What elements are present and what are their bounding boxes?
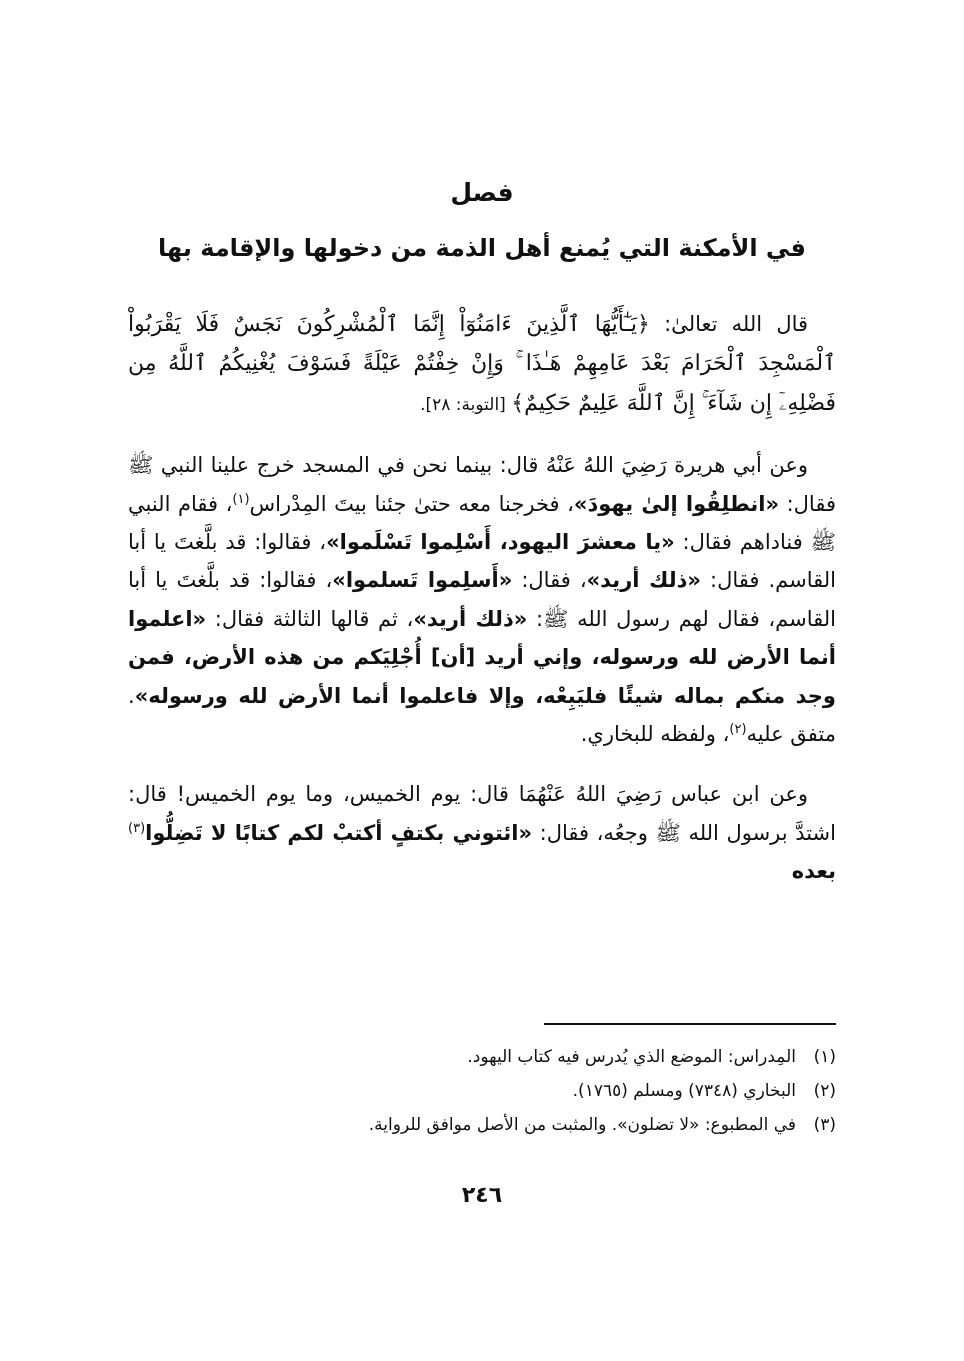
quote-span: «انطلِقُوا إلىٰ يهودَ» — [573, 491, 780, 516]
text-span: ، ثم قالها الثالثة فقال: — [206, 606, 414, 631]
quote-span: «ائتوني بكتفٍ أكتبْ لكم كتابًا لا تَضِلُّوا — [145, 820, 533, 845]
footnote-marker-1: (١) — [232, 491, 250, 507]
text-span: ، فقال: — [512, 568, 587, 593]
quran-verse: ﴿يَـٰٓأَيُّهَا ٱلَّذِينَ ءَامَنُوٓاْ إِنَّمَا ٱلْمُشْرِكُونَ نَجَسٌ فَلَا يَقْرَبُواْ ٱلْمَسْجِدَ ٱلْحَرَامَ بَعْدَ عَامِهِمْ هَـٰذَا ۚ وَإِنْ خِفْتُمْ عَيْلَةً فَسَوْفَ يُغْنِيكُمُ ٱللَّهُ مِن فَضْلِهِۦٓ إِن شَآءَ ۚ إِنَّ ٱللَّهَ عَلِيمٌ حَكِيمٌ﴾ — [128, 312, 836, 416]
footnote-item — [128, 1108, 836, 1142]
footnote-text: في المطبوع: «لا تضلون». والمثبت من الأصل موافق للرواية. — [368, 1115, 796, 1135]
paragraph-quran — [128, 305, 836, 424]
main-text — [128, 305, 836, 913]
footnote-text: المِدراس: الموضع الذي يُدرس فيه كتاب اليهود. — [467, 1047, 796, 1067]
quote-span: «ذلك أريد» — [586, 568, 701, 593]
paragraph-hadith-abu-hurayrah — [128, 446, 836, 753]
text-span: ، فقالوا: قد بلَّغتَ يا أبا القاسم. فقال: — [128, 530, 837, 593]
footnotes — [128, 1040, 836, 1142]
section-title: فصل — [450, 178, 514, 207]
text-span: ، فقام النبي ﷺ فناداهم فقال: — [128, 491, 836, 555]
quote-span: «اعلموا أنما الأرض لله ورسوله، وإني أريد [أن] أُجْلِيَكم من هذه الأرض، فمن وجد منكم بماله شيئًا فليَبِعْه، وإلا فاعلموا أنما الأرض لله ورسوله» — [128, 606, 836, 708]
footnote-item — [128, 1040, 836, 1074]
section-subtitle: في الأمكنة التي يُمنع أهل الذمة من دخولها والإقامة بها — [158, 234, 806, 262]
footnote-number: (٣) — [813, 1115, 836, 1135]
quote-span: بعده — [791, 859, 836, 884]
footnote-marker-2: (٢) — [729, 722, 747, 738]
text-span: وعن أبي هريرة رَضِيَ اللهُ عَنْهُ قال: بينما نحن في المسجد خرج علينا النبي ﷺ فقال: — [128, 453, 836, 516]
text-span: وعن ابن عباس رَضِيَ اللهُ عَنْهُمَا قال: يوم الخميس، وما يوم الخميس! قال: اشتدَّ برسول الله ﷺ وجعُه، فقال: — [128, 782, 836, 845]
text-span: . متفق عليه — [128, 683, 836, 747]
quote-span: «أَسلِموا تَسلموا» — [332, 568, 513, 593]
text-span: ، فقالوا: قد بلَّغتَ يا أبا القاسم، فقال لهم رسول الله ﷺ: — [128, 568, 837, 631]
quote-span: «ذلك أريد» — [413, 606, 528, 631]
text-span: ، فخرجنا معه حتىٰ جئنا بيتَ المِدْراس — [249, 491, 574, 516]
quran-intro: قال الله تعالىٰ: — [649, 312, 809, 336]
text-span: ، ولفظه للبخاري. — [580, 722, 730, 747]
quote-span: «يا معشرَ اليهود، أَسْلِموا تَسْلَموا» — [326, 530, 675, 555]
page-number: ٢٤٦ — [461, 1183, 503, 1208]
footnote-number: (٢) — [813, 1081, 836, 1101]
footnote-divider — [544, 1023, 836, 1025]
paragraph-hadith-ibn-abbas — [128, 775, 836, 890]
footnote-marker-3: (٣) — [128, 820, 146, 836]
footnote-item — [128, 1074, 836, 1108]
verse-reference: [التوبة: ٢٨]. — [420, 394, 512, 415]
footnote-number: (١) — [813, 1047, 836, 1067]
footnote-text: البخاري (٧٣٤٨) ومسلم (١٧٦٥). — [572, 1081, 796, 1101]
